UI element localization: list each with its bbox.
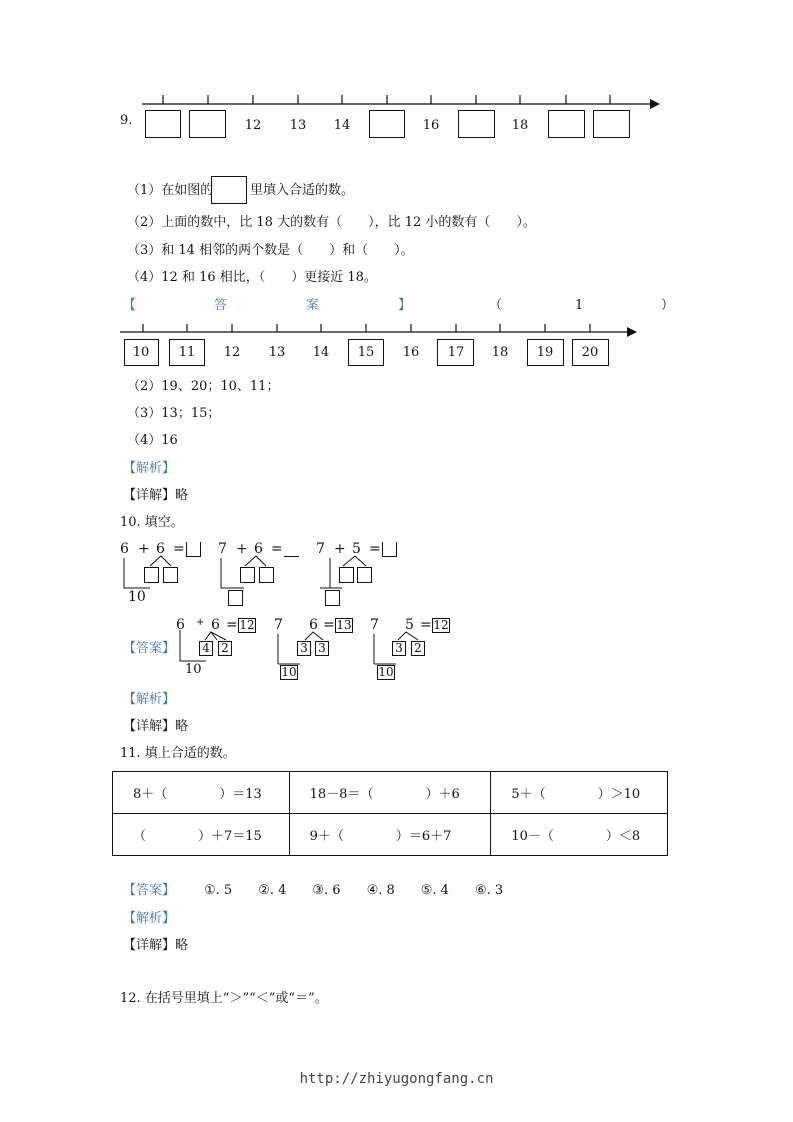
q10-a3-split1: 3 <box>392 641 406 656</box>
q10-p3-b: 5 <box>352 541 361 557</box>
result-blank[interactable] <box>284 542 299 557</box>
number-label: 14 <box>333 118 351 133</box>
q11-title: 11. 填上合适的数。 <box>120 746 236 761</box>
number-line-1 <box>142 95 660 109</box>
number-label: 16 <box>422 118 440 133</box>
q10-a2-result: 13 <box>336 618 352 632</box>
answer-label-close: 】 <box>398 298 412 313</box>
result-blank[interactable] <box>186 542 201 557</box>
sample-box <box>211 176 247 204</box>
number-label: 13 <box>268 345 286 360</box>
q10-a2-eq: = <box>323 617 335 633</box>
footer-url[interactable]: http://zhiyugongfang.cn <box>299 1071 494 1087</box>
q10-answer-label: 【答案】 <box>123 641 176 656</box>
answer-blank-box[interactable] <box>189 110 226 138</box>
answer-blank-box[interactable] <box>593 110 630 138</box>
answer-blank-box[interactable] <box>548 110 585 138</box>
q9-number: 9. <box>120 113 133 128</box>
q10-p1-op: + <box>138 541 150 557</box>
number-label: 10 <box>132 345 150 360</box>
q10-a3-a: 7 <box>370 617 379 633</box>
q10-jiexi-label: 【解析】 <box>123 692 176 707</box>
number-label: 15 <box>357 345 375 360</box>
q10-a1-eq: = <box>226 617 238 633</box>
number-label: 11 <box>178 345 196 360</box>
q10-p2-a: 7 <box>218 541 227 557</box>
q10-a2-split2: 3 <box>315 641 329 656</box>
q10-a1-ten: 10 <box>185 662 202 677</box>
q10-a1-split2: 2 <box>218 641 232 656</box>
number-label: 13 <box>289 118 307 133</box>
answer-label-da: 答 <box>214 298 228 313</box>
q9-sub4: （4）12 和 16 相比，（ ）更接近 18。 <box>127 270 377 285</box>
ten-label: 10 <box>128 589 146 605</box>
q11-xiangjie: 【详解】略 <box>123 938 189 953</box>
table-cell[interactable]: 5＋（ ）＞10 <box>491 772 668 814</box>
q9-jiexi-label: 【解析】 <box>123 461 176 476</box>
q9-xiangjie: 【详解】略 <box>123 488 189 503</box>
q10-a3-split2: 2 <box>411 641 425 656</box>
table-row <box>113 772 668 814</box>
q9-answer-3: （3）13；15； <box>127 406 221 421</box>
answer-blank-box[interactable] <box>458 110 495 138</box>
q10-a2-split1: 3 <box>297 641 311 656</box>
ten-blank[interactable] <box>325 590 340 606</box>
q10-a1-b: 6 <box>211 617 220 633</box>
q10-a1-op: + <box>196 617 205 628</box>
q10-p2-b: 6 <box>254 541 263 557</box>
table-cell[interactable]: 10－（ ）＜8 <box>491 814 668 856</box>
q9-answer-4: （4）16 <box>127 433 178 448</box>
q9-sub1-part1: （1）在如图的 <box>127 183 214 198</box>
q10-a3-eq: = <box>420 617 432 633</box>
split-blank[interactable] <box>357 567 372 583</box>
q10-p3-eq: = <box>369 541 381 557</box>
ten-blank[interactable] <box>228 590 243 606</box>
q10-p3-op: + <box>334 541 346 557</box>
q11-answer-label: 【答案】 <box>123 883 176 898</box>
number-label: 12 <box>223 345 241 360</box>
paren-number: 1 <box>575 298 584 313</box>
q9-sub2: （2）上面的数中，比 18 大的数有（ ），比 12 小的数有（ ）。 <box>127 215 536 230</box>
q10-a3-result: 12 <box>433 618 449 632</box>
number-label: 18 <box>491 345 509 360</box>
table-cell[interactable]: 8＋（ ）＝13 <box>113 772 290 814</box>
q10-p2-op: + <box>236 541 248 557</box>
table-cell[interactable]: 9＋（ ）＝6＋7 <box>289 814 491 856</box>
q10-a1-split1: 4 <box>199 641 213 656</box>
split-blank[interactable] <box>339 567 354 583</box>
q10-xiangjie: 【详解】略 <box>123 719 189 734</box>
number-label: 16 <box>402 345 420 360</box>
q10-p1-eq: = <box>173 541 185 557</box>
number-label: 19 <box>536 345 554 360</box>
answer-blank-box[interactable] <box>145 110 181 138</box>
split-blank[interactable] <box>144 567 159 583</box>
split-blank[interactable] <box>240 567 255 583</box>
q10-p3-a: 7 <box>316 541 325 557</box>
q9-sub1-part2: 里填入合适的数。 <box>250 183 355 198</box>
q10-a1-result: 12 <box>239 618 255 632</box>
q10-a3-ten: 10 <box>378 665 394 679</box>
table-cell[interactable]: 18－8＝（ ）＋6 <box>289 772 491 814</box>
split-blank[interactable] <box>259 567 274 583</box>
number-label: 12 <box>244 118 262 133</box>
table-cell[interactable]: （ ）＋7＝15 <box>113 814 290 856</box>
q10-a3-b: 5 <box>405 617 414 633</box>
split-blank[interactable] <box>163 567 178 583</box>
q10-a2-b: 6 <box>309 617 318 633</box>
q10-p1-a: 6 <box>120 541 129 557</box>
q10-p2-eq: = <box>271 541 283 557</box>
q12-title: 12. 在括号里填上“＞”“＜”或“＝”。 <box>120 991 328 1006</box>
q10-a2-ten: 10 <box>281 665 297 679</box>
paren-close: ） <box>661 298 675 313</box>
number-label: 20 <box>581 345 599 360</box>
paren-open: （ <box>489 298 503 313</box>
number-label: 18 <box>511 118 529 133</box>
table-row <box>113 814 668 856</box>
q9-sub3: （3）和 14 相邻的两个数是（ ）和（ ）。 <box>127 243 414 258</box>
q10-a2-a: 7 <box>274 617 283 633</box>
number-line-2 <box>120 324 637 337</box>
number-label: 17 <box>447 345 465 360</box>
answer-label-open: 【 <box>123 298 137 313</box>
number-label: 14 <box>312 345 330 360</box>
q11-jiexi-label: 【解析】 <box>123 911 176 926</box>
q11-table <box>112 771 668 856</box>
q9-answer-2: （2）19、20；10、11； <box>127 379 280 394</box>
answer-label-an: 案 <box>306 298 320 313</box>
answer-blank-box[interactable] <box>369 110 405 138</box>
q11-answers: ①. 5 ②. 4 ③. 6 ④. 8 ⑤. 4 ⑥. 3 <box>204 883 504 898</box>
q10-a1-a: 6 <box>176 617 185 633</box>
q10-title: 10. 填空。 <box>120 515 184 530</box>
result-blank[interactable] <box>382 542 397 557</box>
q10-p1-b: 6 <box>156 541 165 557</box>
